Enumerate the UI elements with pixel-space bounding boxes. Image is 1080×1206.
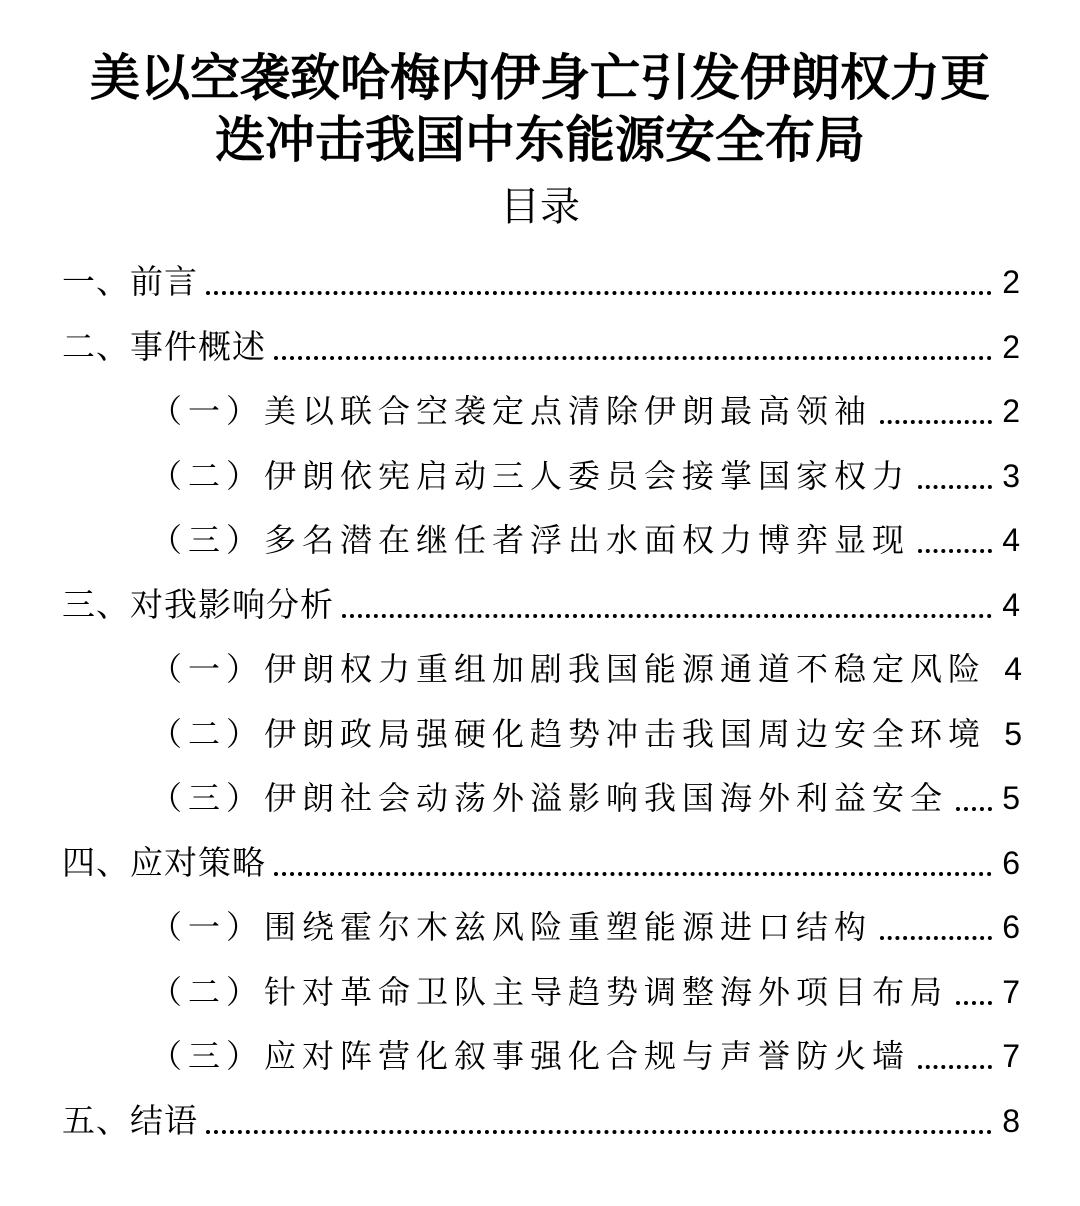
toc-entry[interactable]	[0, 252, 1080, 304]
toc-dot-leader	[274, 872, 992, 876]
toc-page-number: 3	[1002, 458, 1020, 494]
toc-entry[interactable]	[0, 510, 1080, 562]
toc-entry[interactable]	[0, 962, 1080, 1014]
document-title-line-2: 迭冲击我国中东能源安全布局	[215, 110, 865, 169]
toc-page-number: 6	[1002, 845, 1020, 881]
toc-entry[interactable]	[0, 833, 1080, 885]
toc-entry-label: （三）多名潜在继任者浮出水面权力博弈显现	[150, 521, 911, 559]
toc-entry-label: （二）针对革命卫队主导趋势调整海外项目布局	[150, 973, 949, 1011]
toc-entry[interactable]	[0, 1026, 1080, 1078]
toc-entry[interactable]	[0, 317, 1080, 369]
toc-dot-leader	[918, 549, 992, 553]
toc-entry-label: （二）伊朗依宪启动三人委员会接掌国家权力	[150, 457, 911, 495]
toc-entry[interactable]	[0, 575, 1080, 627]
toc-page-number: 2	[1002, 264, 1020, 300]
toc-entry-label: 一、前言	[62, 262, 198, 301]
toc-entry-label: 四、应对策略	[62, 843, 266, 882]
toc-page-number: 7	[1002, 974, 1020, 1010]
toc-page-number: 4	[1004, 651, 1023, 687]
toc-entry-label: 五、结语	[62, 1101, 198, 1140]
toc-entry-label: 二、事件概述	[62, 327, 266, 366]
toc-page-number: 4	[1002, 522, 1020, 558]
toc-dot-leader	[956, 807, 992, 811]
toc-page-number: 2	[1002, 393, 1020, 429]
document-title-line-1: 美以空袭致哈梅内伊身亡引发伊朗权力更	[90, 48, 990, 107]
toc-dot-leader	[918, 1065, 992, 1069]
toc-entry-label: （一）围绕霍尔木兹风险重塑能源进口结构	[150, 908, 873, 946]
toc-dot-leader	[880, 936, 992, 940]
toc-heading: 目录	[500, 184, 580, 230]
toc-page-number: 5	[1002, 780, 1020, 816]
toc-entry[interactable]	[0, 381, 1080, 433]
toc-page-number: 4	[1002, 587, 1020, 623]
toc-dot-leader	[274, 356, 992, 360]
toc-dot-leader	[918, 485, 992, 489]
toc-dot-leader	[342, 614, 992, 618]
toc-entry[interactable]	[0, 446, 1080, 498]
toc-entry-label: （二）伊朗政局强硬化趋势冲击我国周边安全环境	[150, 715, 987, 753]
toc-entry[interactable]	[0, 768, 1080, 820]
toc-dot-leader	[206, 291, 992, 295]
toc-entry-label: 三、对我影响分析	[62, 585, 334, 624]
toc-dot-leader	[206, 1130, 992, 1134]
toc-dot-leader	[880, 420, 992, 424]
toc-entry-label: （一）伊朗权力重组加剧我国能源通道不稳定风险	[150, 650, 987, 688]
toc-page-number: 8	[1002, 1103, 1020, 1139]
toc-entry-label: （三）伊朗社会动荡外溢影响我国海外利益安全	[150, 779, 949, 817]
toc-entry[interactable]	[0, 639, 1080, 691]
toc-page-number: 5	[1004, 716, 1023, 752]
toc-entry-label: （一）美以联合空袭定点清除伊朗最高领袖	[150, 392, 873, 430]
toc-entry[interactable]	[0, 704, 1080, 756]
toc-entry[interactable]	[0, 1091, 1080, 1143]
toc-entry-label: （三）应对阵营化叙事强化合规与声誉防火墙	[150, 1037, 911, 1075]
toc-dot-leader	[956, 1001, 992, 1005]
toc-page-number: 2	[1002, 329, 1020, 365]
toc-page-number: 6	[1002, 909, 1020, 945]
toc-entry[interactable]	[0, 897, 1080, 949]
toc-page-number: 7	[1002, 1038, 1020, 1074]
